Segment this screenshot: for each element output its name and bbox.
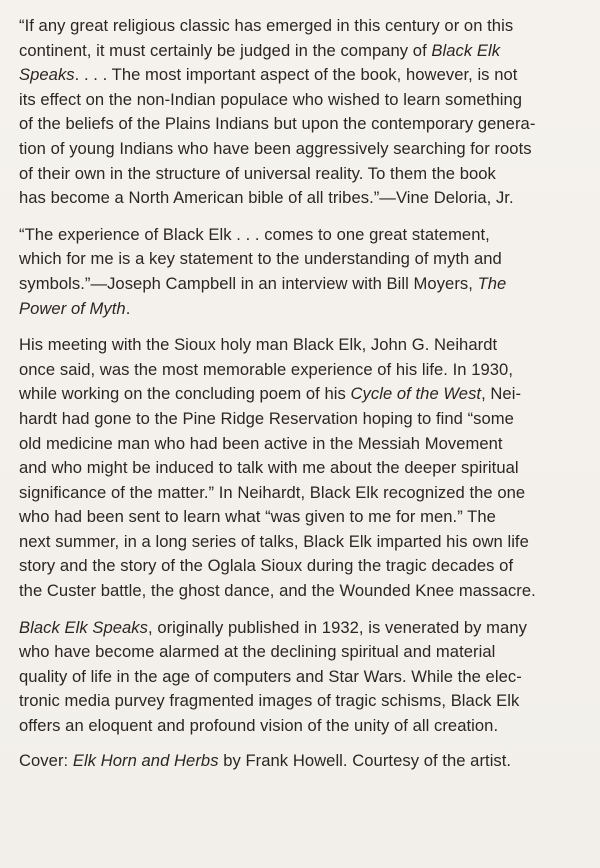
text-segment: once said, was the most memorable experience of his life. In 1930, — [19, 359, 513, 379]
text-line — [19, 223, 584, 248]
text-segment: significance of the matter.” In Neihardt, Black Elk recognized the one — [19, 482, 526, 502]
text-segment: “If any great religious classic has emerged in this century or on this — [19, 16, 514, 35]
text-line — [19, 186, 584, 211]
text-segment: the Custer battle, the ghost dance, and the Wounded Knee massacre. — [19, 581, 536, 601]
text-line — [19, 247, 584, 272]
text-line — [19, 137, 584, 162]
text-segment: by Frank Howell. Courtesy of the artist. — [218, 750, 512, 770]
text-line — [19, 333, 584, 358]
text-line — [19, 382, 584, 407]
text-segment: its effect on the non-Indian populace who wished to learn something — [19, 89, 523, 109]
text-line — [19, 689, 584, 714]
text-line — [19, 272, 584, 297]
publication-paragraph — [19, 616, 584, 739]
text-line — [19, 162, 584, 187]
cover-credit — [19, 749, 584, 774]
text-segment: , originally published in 1932, is venerated by many — [148, 617, 527, 637]
text-segment: symbols.”—Joseph Campbell in an interview with Bill Moyers, — [19, 273, 478, 293]
text-line — [19, 456, 584, 481]
text-segment: tion of young Indians who have been aggressively searching for roots — [19, 138, 532, 158]
text-line — [19, 554, 584, 579]
text-line — [19, 63, 584, 88]
text-segment: , Nei- — [481, 384, 522, 404]
campbell-quote — [19, 223, 584, 321]
text-segment: hardt had gone to the Pine Ridge Reservation hoping to find “some — [19, 408, 514, 428]
text-line — [19, 665, 584, 690]
text-line — [19, 530, 584, 555]
text-line — [19, 432, 584, 457]
text-segment: story and the story of the Oglala Sioux during the tragic decades of — [19, 556, 514, 576]
text-segment: of the beliefs of the Plains Indians but upon the contemporary genera- — [19, 114, 536, 134]
text-line — [19, 505, 584, 530]
text-segment: . — [125, 298, 131, 318]
text-line — [19, 616, 584, 641]
text-segment: tronic media purvey fragmented images of tragic schisms, Black Elk — [19, 691, 520, 711]
text-segment: next summer, in a long series of talks, Black Elk imparted his own life — [19, 531, 529, 551]
text-segment: has become a North American bible of all tribes.”—Vine Deloria, Jr. — [19, 188, 514, 208]
italic-title-text: Black Elk Speaks — [19, 617, 148, 637]
text-segment: . . . . The most important aspect of the book, however, is not — [74, 65, 518, 85]
text-segment: who have become alarmed at the declining spiritual and material — [19, 642, 496, 662]
text-segment: while working on the concluding poem of his — [19, 384, 351, 404]
text-line — [19, 297, 584, 322]
neihardt-paragraph — [19, 333, 584, 604]
italic-title-text: Cycle of the West — [350, 384, 482, 404]
italic-title-text: The — [477, 273, 507, 293]
text-line — [19, 14, 584, 39]
text-line — [19, 714, 584, 739]
text-line — [19, 358, 584, 383]
italic-title-text: Black Elk — [431, 40, 501, 60]
deloria-quote — [19, 14, 584, 211]
text-line — [19, 112, 584, 137]
text-segment: His meeting with the Sioux holy man Black Elk, John G. Neihardt — [19, 335, 498, 355]
text-segment: “The experience of Black Elk . . . comes to one great statement, — [19, 224, 490, 244]
italic-title-text: Speaks — [19, 65, 75, 85]
text-segment: old medicine man who had been active in the Messiah Movement — [19, 433, 503, 453]
text-segment: continent, it must certainly be judged in the company of — [19, 40, 432, 60]
text-line — [19, 749, 584, 774]
text-segment: which for me is a key statement to the understanding of myth and — [19, 249, 502, 269]
text-line — [19, 640, 584, 665]
text-segment: and who might be induced to talk with me about the deeper spiritual — [19, 458, 519, 478]
text-line — [19, 481, 584, 506]
text-segment: who had been sent to learn what “was given to me for men.” The — [19, 507, 496, 527]
italic-title-text: Power of Myth — [19, 298, 126, 318]
text-segment: offers an eloquent and profound vision of the unity of all creation. — [19, 716, 499, 736]
text-segment: of their own in the structure of universal reality. To them the book — [19, 163, 496, 183]
text-line — [19, 39, 584, 64]
text-line — [19, 407, 584, 432]
text-line — [19, 88, 584, 113]
text-line — [19, 579, 584, 604]
text-segment: Cover: — [19, 750, 73, 770]
text-segment: quality of life in the age of computers and Star Wars. While the elec- — [19, 666, 522, 686]
italic-title-text: Elk Horn and Herbs — [72, 750, 219, 770]
